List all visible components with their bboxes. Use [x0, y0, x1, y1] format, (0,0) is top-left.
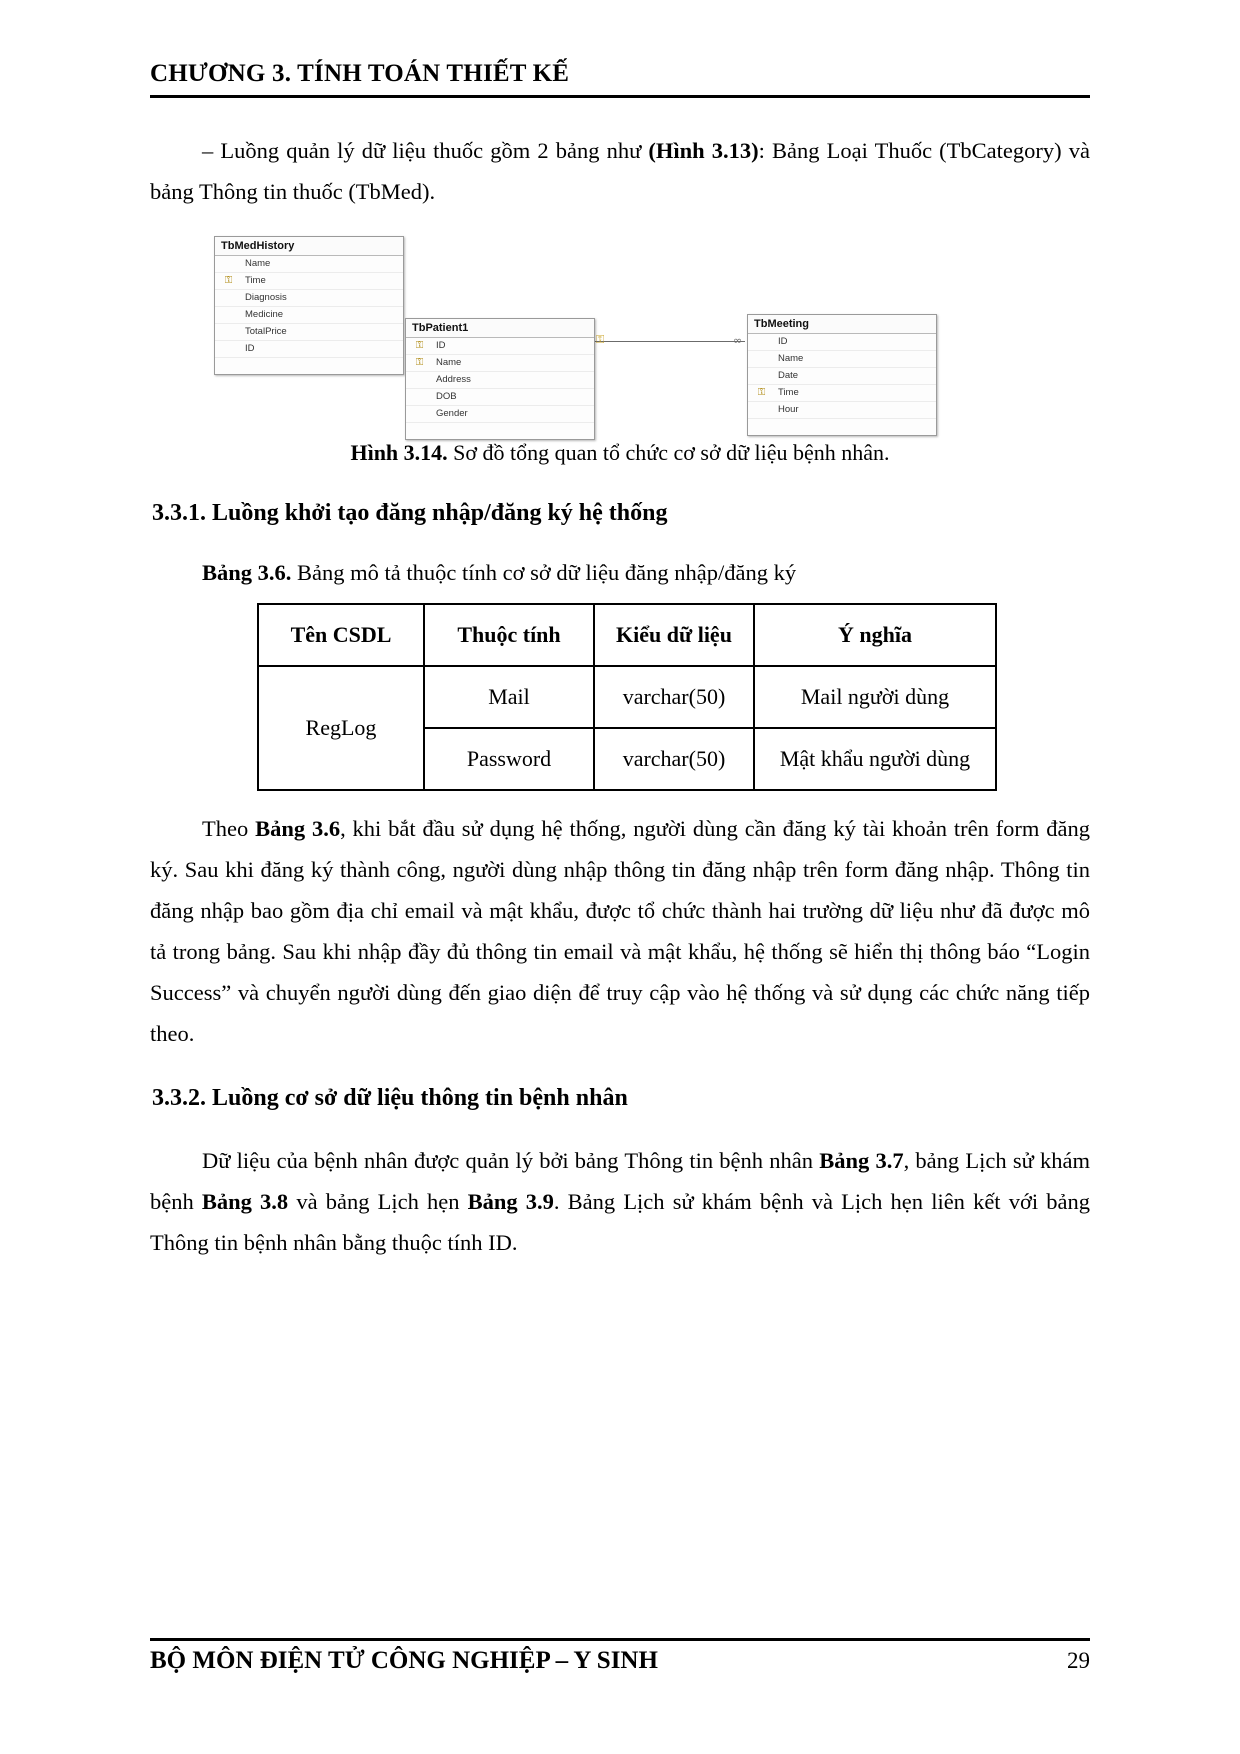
er-field-row-blank: [406, 423, 594, 439]
key-icon: [756, 370, 767, 381]
er-field-label: ID: [436, 340, 446, 351]
er-field-label: Time: [245, 275, 266, 286]
table-cell-datatype: varchar(50): [594, 666, 754, 728]
table-caption-text: Bảng mô tả thuộc tính cơ sở dữ liệu đăng nhập/đăng ký: [291, 560, 797, 585]
key-icon: ⚿: [415, 340, 424, 351]
er-field-label: DOB: [436, 391, 457, 402]
intro-text-2: : Bảng Loại Thuốc (TbCategory) và bảng Thông tin thuốc (TbMed).: [150, 138, 1090, 204]
table-header-cell: Tên CSDL: [258, 604, 424, 666]
er-field-label: Date: [778, 370, 799, 381]
page-header: [150, 60, 1090, 98]
table-header-cell: Thuộc tính: [424, 604, 594, 666]
paragraph-332-ref3: Bảng 3.9: [467, 1189, 554, 1214]
paragraph-332: [150, 1140, 1090, 1263]
er-field-label: Diagnosis: [245, 292, 287, 303]
table-cell-datatype: varchar(50): [594, 728, 754, 790]
key-icon: [756, 404, 767, 415]
key-icon: ⚿: [224, 275, 233, 286]
er-field-row: [748, 385, 936, 402]
table-cell-meaning: Mail người dùng: [754, 666, 996, 728]
key-icon: [223, 258, 234, 269]
key-icon: ⚿: [757, 387, 766, 398]
er-field-label: Time: [778, 387, 799, 398]
key-icon: [756, 353, 767, 364]
er-field-row: [748, 368, 936, 385]
er-field-row: [406, 389, 594, 406]
paragraph-331-lead: Theo: [202, 816, 256, 841]
er-field-label: Gender: [436, 408, 468, 419]
er-table-title: TbMedHistory: [215, 237, 403, 256]
er-field-row: [215, 324, 403, 341]
intro-bold-ref: (Hình 3.13): [648, 138, 759, 163]
table-row: [258, 666, 996, 728]
er-field-label: Name: [436, 357, 462, 368]
er-field-row: [215, 256, 403, 273]
footer-title: BỘ MÔN ĐIỆN TỬ CÔNG NGHIỆP – Y SINH: [150, 1647, 658, 1674]
figure-caption-text: Sơ đồ tổng quan tổ chức cơ sở dữ liệu bệnh nhân.: [447, 440, 890, 465]
er-field-label: Address: [436, 374, 471, 385]
er-field-label: Name: [245, 258, 271, 269]
table-cell-db-name: RegLog: [258, 666, 424, 790]
paragraph-332-seg2: , bảng Lịch sử khám bệnh: [150, 1148, 1090, 1214]
connector-line-right: [590, 341, 745, 342]
er-field-row-blank: [215, 358, 403, 374]
er-table-tbmedhistory: [214, 236, 404, 375]
paragraph-332-ref2: Bảng 3.8: [201, 1189, 289, 1214]
key-icon: [414, 391, 425, 402]
intro-text-1: – Luồng quản lý dữ liệu thuốc gồm 2 bảng như: [202, 138, 649, 163]
er-field-label: TotalPrice: [245, 326, 287, 337]
er-field-row: [215, 341, 403, 358]
table-header-row: [258, 604, 996, 666]
er-table-title: TbPatient1: [406, 319, 594, 338]
page-footer: [150, 1638, 1090, 1675]
er-field-row: [748, 351, 936, 368]
table-header-cell: Ý nghĩa: [754, 604, 996, 666]
key-icon: ⚿: [415, 357, 424, 368]
er-field-row: [406, 372, 594, 389]
key-icon: [756, 336, 767, 347]
er-field-row: [406, 355, 594, 372]
relationship-key-right-icon: ⚿: [596, 333, 605, 346]
er-field-row: [406, 338, 594, 355]
paragraph-331: [150, 808, 1090, 1054]
table-header-cell: Kiểu dữ liệu: [594, 604, 754, 666]
table-cell-meaning: Mật khẩu người dùng: [754, 728, 996, 790]
er-table-tbmeeting: [747, 314, 937, 436]
section-heading-331: 3.3.1. Luồng khởi tạo đăng nhập/đăng ký hệ thống: [152, 500, 668, 526]
table-caption-label: Bảng 3.6.: [202, 560, 292, 585]
paragraph-332-seg4: . Bảng Lịch sử khám bệnh và Lịch hẹn liên kết với bảng Thông tin bệnh nhân bằng thuộc tính ID.: [150, 1189, 1090, 1255]
er-field-row: [215, 290, 403, 307]
figure-caption-label: Hình 3.14.: [350, 440, 448, 465]
key-icon: [223, 343, 234, 354]
er-field-row: [215, 273, 403, 290]
paragraph-332-seg1: Dữ liệu của bệnh nhân được quản lý bởi bảng Thông tin bệnh nhân: [202, 1148, 820, 1173]
table-caption: [202, 560, 796, 586]
er-field-row: [748, 402, 936, 419]
table-cell-attribute: Mail: [424, 666, 594, 728]
er-field-row: [748, 334, 936, 351]
paragraph-332-seg3: và bảng Lịch hẹn: [288, 1189, 468, 1214]
key-icon: [223, 309, 234, 320]
er-field-label: Medicine: [245, 309, 284, 320]
key-icon: [414, 408, 425, 419]
attributes-table: [257, 603, 997, 791]
header-divider: [150, 95, 1090, 98]
footer-page-number: 29: [1067, 1648, 1090, 1673]
header-title: CHƯƠNG 3. TÍNH TOÁN THIẾT KẾ: [150, 60, 570, 87]
paragraph-331-ref: Bảng 3.6: [255, 816, 341, 841]
er-field-row-blank: [748, 419, 936, 435]
key-icon: [223, 326, 234, 337]
er-field-label: ID: [245, 343, 255, 354]
key-icon: [223, 292, 234, 303]
er-table-title: TbMeeting: [748, 315, 936, 334]
intro-paragraph: [150, 130, 1090, 212]
er-field-label: ID: [778, 336, 788, 347]
key-icon: [414, 374, 425, 385]
er-field-label: Hour: [778, 404, 799, 415]
er-table-tbpatient1: [405, 318, 595, 440]
figure-caption: [150, 440, 1090, 466]
crowfoot-right-icon: ∞: [733, 334, 743, 347]
er-field-row: [406, 406, 594, 423]
er-diagram-figure: [150, 232, 1090, 432]
er-field-label: Name: [778, 353, 804, 364]
section-heading-332: 3.3.2. Luồng cơ sở dữ liệu thông tin bệnh nhân: [152, 1085, 628, 1111]
table-cell-attribute: Password: [424, 728, 594, 790]
paragraph-332-ref1: Bảng 3.7: [819, 1148, 904, 1173]
er-field-row: [215, 307, 403, 324]
paragraph-331-text: , khi bắt đầu sử dụng hệ thống, người dùng cần đăng ký tài khoản trên form đăng ký. Sau khi đăng ký thành công, người dùng nhập thông tin đăng nhập trên form đăng nhập. Thông tin đăng nhập bao gồm địa chỉ email và mật khẩu, được tổ chức thành hai trường dữ liệu như đã được mô tả trong bảng. Sau khi nhập đầy đủ thông tin email và mật khẩu, hệ thống sẽ hiển thị thông báo “Login Success” và chuyển người dùng đến giao diện để truy cập vào hệ thống và sử dụng các chức năng tiếp theo.: [150, 816, 1090, 1046]
